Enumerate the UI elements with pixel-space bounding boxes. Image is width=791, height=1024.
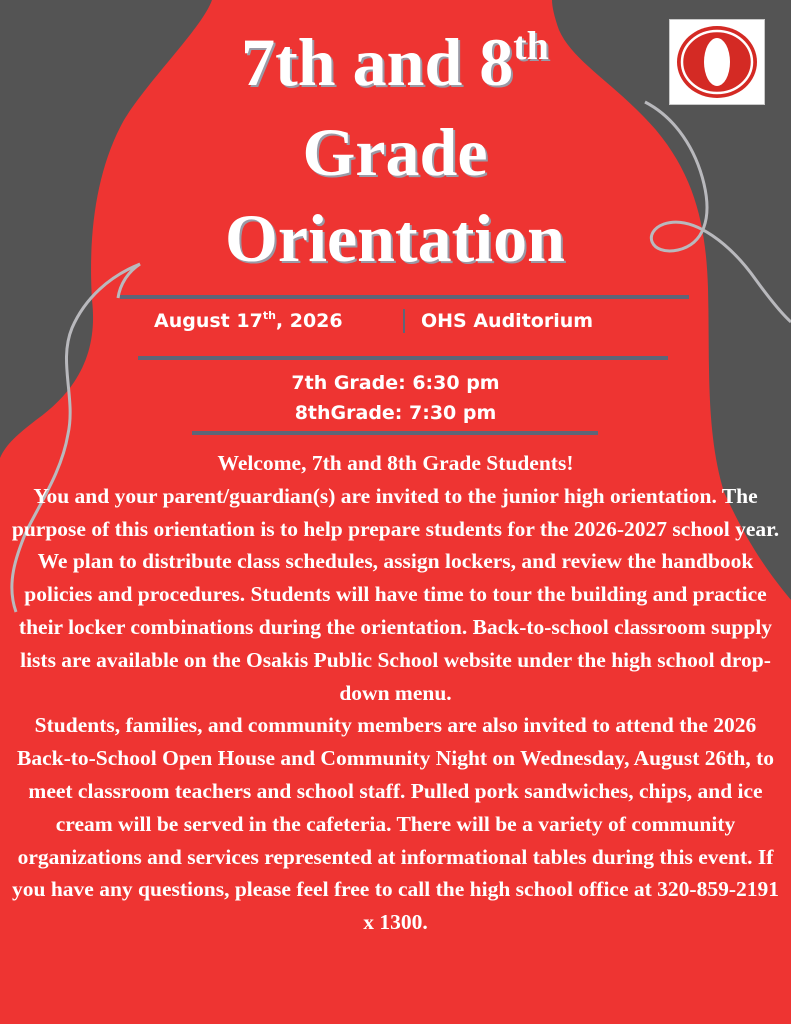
- divider-bottom: [192, 431, 598, 435]
- flyer-title-line1: [120, 22, 670, 102]
- info-separator: [403, 309, 405, 333]
- title-line1-text: 7th and 8: [241, 24, 514, 100]
- date-superscript: th: [262, 309, 276, 322]
- time-8th-grade: 8thGrade: 7:30 pm: [294, 402, 497, 424]
- divider-middle: [138, 356, 668, 360]
- event-date: [154, 309, 343, 333]
- date-year: , 2026: [275, 310, 343, 332]
- time-7th-grade: 7th Grade: 6:30 pm: [291, 372, 500, 394]
- body-text: [8, 447, 783, 939]
- divider-top: [120, 295, 689, 299]
- welcome-heading: Welcome, 7th and 8th Grade Students!: [217, 451, 574, 475]
- event-location: OHS Auditorium: [421, 310, 594, 332]
- date-text: August 17: [154, 310, 263, 332]
- paragraph-open-house: Students, families, and community members are also invited to attend the 2026 Back-to-School Open House and Community Night on Wednesday, August 26th, to meet classroom teachers and school staff. Pulled pork sandwiches, chips, and ice cream will be served in the cafeteria. There will be a variety of community organizations and services represented at informational tables during this event. If you have any questions, please feel free to call the high school office at 320-859-2191 x 1300.: [12, 713, 779, 935]
- letter-o-logo-icon: [670, 20, 764, 104]
- title-line1-superscript: th: [513, 23, 549, 68]
- paragraph-orientation: You and your parent/guardian(s) are invited to the junior high orientation. The purpose of this orientation is to help prepare students for the 2026-2027 school year. We plan to distribute class schedules, assign lockers, and review the handbook policies and procedures. Students will have time to tour the building and practice their locker combinations during the orientation. Back-to-school classroom supply lists are available on the Osakis Public School website under the high school drop-down menu.: [11, 483, 780, 705]
- flyer-title-line2: Grade: [302, 114, 488, 190]
- school-logo: [669, 19, 765, 105]
- flyer-title-line3: Orientation: [225, 200, 565, 276]
